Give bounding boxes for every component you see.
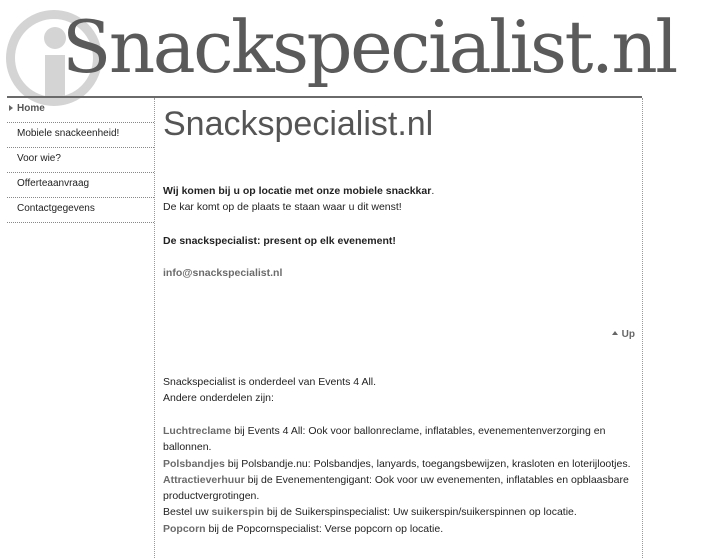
- sidebar-item-label: Offerteaanvraag: [17, 178, 90, 189]
- caret-right-icon: [9, 105, 13, 111]
- sidebar-item-voor-wie[interactable]: [7, 148, 154, 173]
- intro-bold: Wij komen bij u op locatie met onze mobiele snackkar: [163, 185, 432, 197]
- sidebar-item-label: Mobiele snackeenheid!: [17, 128, 120, 139]
- partner-text: bij de Suikerspinspecialist: Uw suikerspin/suikerspinnen op locatie.: [263, 506, 577, 519]
- attractieverhuur-link[interactable]: Attractieverhuur: [163, 473, 245, 486]
- tagline: De snackspecialist: present op elk evenement!: [163, 235, 396, 247]
- suikerspin-link[interactable]: suikerspin: [211, 506, 264, 519]
- partner-text: bij Polsbandje.nu: Polsbandjes, lanyards, toegangsbewijzen, krasloten en loterijlootjes.: [224, 457, 631, 470]
- page-title: Snackspecialist.nl: [163, 105, 434, 143]
- other-parts-text: Andere onderdelen zijn:: [163, 392, 274, 405]
- sidebar-item-label: Voor wie?: [17, 153, 61, 164]
- intro-line2: De kar komt op de plaats te staan waar u dit wenst!: [163, 201, 402, 214]
- part-of-paragraph: [163, 374, 641, 407]
- sidebar-nav: [7, 98, 154, 223]
- partner-text: bij Events 4 All: Ook voor ballonreclame, inflatables, evenementenverzorging en ballonnen.: [163, 425, 606, 454]
- polsbandjes-link[interactable]: Polsbandjes: [163, 457, 225, 470]
- sidebar-item-mobiele-snackeenheid[interactable]: [7, 123, 154, 148]
- partner-text: bij de Evenementengigant: Ook voor uw evenementen, inflatables en opblaasbare productvergrotingen.: [163, 473, 629, 503]
- up-link[interactable]: [612, 329, 635, 340]
- sidebar-item-contactgegevens[interactable]: [7, 198, 154, 223]
- sidebar-item-label: Home: [17, 103, 45, 114]
- up-label: Up: [621, 329, 635, 340]
- luchtreclame-link[interactable]: Luchtreclame: [163, 425, 232, 437]
- email-paragraph: [163, 265, 641, 281]
- sidebar-item-label: Contactgegevens: [17, 203, 95, 214]
- part-of-text: Snackspecialist is onderdeel van Events 4 All.: [163, 376, 377, 388]
- sidebar-item-offerteaanvraag[interactable]: [7, 173, 154, 198]
- partner-prefix: Bestel uw: [163, 506, 212, 519]
- caret-up-icon: [612, 331, 618, 335]
- partners-list: [163, 423, 641, 537]
- main-content: [154, 98, 643, 558]
- sidebar-item-home[interactable]: [7, 98, 154, 123]
- intro-period: .: [431, 185, 435, 197]
- site-title[interactable]: Snackspecialist.nl: [62, 5, 676, 89]
- partner-text: bij de Popcornspecialist: Verse popcorn op locatie.: [205, 522, 444, 535]
- popcorn-link[interactable]: Popcorn: [163, 522, 206, 535]
- site-header: [0, 0, 676, 97]
- intro-paragraph: [163, 183, 641, 216]
- email-link[interactable]: info@snackspecialist.nl: [163, 267, 283, 279]
